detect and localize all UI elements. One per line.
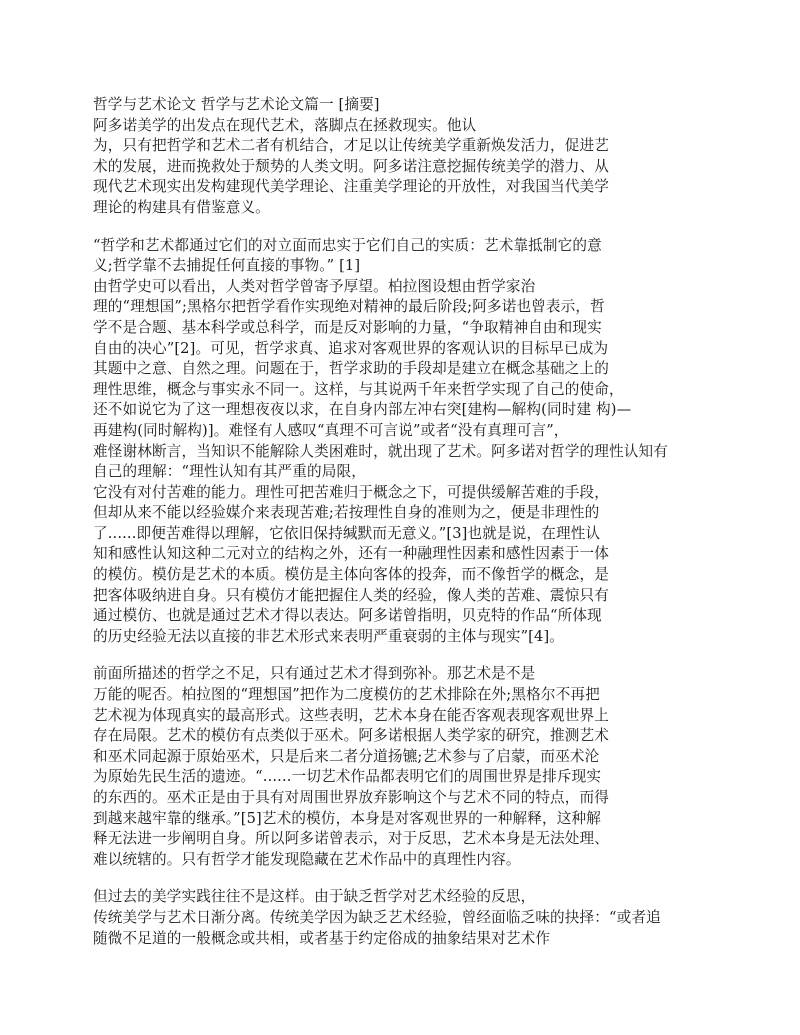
text-line: 再建构(同时解构)]。难怪有人感叹“真理不可言说”或者“没有真理可言”， [93, 421, 569, 439]
text-line: 的历史经验无法以直接的非艺术形式来表明严重衰弱的主体与现实”[4]。 [93, 627, 565, 645]
text-line: 为原始先民生活的遗迹。“......一切艺术作品都表明它们的周围世界是排斥现实 [93, 768, 602, 786]
text-line: 自由的决心”[2]。可见，哲学求真、追求对客观世界的客观认识的目标早已成为 [93, 339, 609, 357]
paragraph [93, 887, 718, 949]
text-line: 的模仿。模仿是艺术的本质。模仿是主体向客体的投奔，而不像哲学的概念，是 [93, 566, 610, 584]
text-line: 理的“理想国”;黑格尔把哲学看作实现绝对精神的最后阶段;阿多诺也曾表示，哲 [93, 298, 605, 316]
paragraph [93, 95, 718, 219]
paragraph [93, 664, 718, 870]
text-line: 自己的理解：“理性认知有其严重的局限， [93, 463, 366, 481]
text-line: 它没有对付苦难的能力。理性可把苦难归于概念之下，可提供缓解苦难的手段， [93, 483, 610, 501]
text-line: 随微不足道的一般概念或共相，或者基于约定俗成的抽象结果对艺术作 [93, 929, 551, 947]
text-line: 义;哲学靠不去捕捉任何直接的事物。” [1] [93, 257, 361, 275]
text-line: 的东西的。巫术正是由于具有对周围世界放弃影响这个与艺术不同的特点，而得 [93, 789, 610, 806]
text-line: 通过模仿、也就是通过艺术才得以表达。阿多诺曾指明，贝克特的作品“所体现 [93, 607, 602, 625]
text-line: 但却从来不能以经验媒介来表现苦难;若按理性自身的准则为之，便是非理性的 [93, 504, 600, 522]
text-line: 万能的呢否。柏拉图的“理想国”把作为二度模仿的艺术排除在外;黑格尔不再把 [93, 686, 600, 704]
text-line: 理性思维，概念与事实永不同一。这样，与其说两千年来哲学实现了自己的使命， [93, 380, 624, 398]
text-line: 理论的构建具有借鉴意义。 [93, 198, 270, 216]
text-line: 把客体吸纳进自身。只有模仿才能把握住人类的经验，像人类的苦难、震惊只有 [93, 586, 610, 604]
text-line: 难怪谢林断言，当知识不能解除人类困难时，就出现了艺术。阿多诺对哲学的理性认知有 [93, 442, 669, 460]
text-line: 学不是合题、基本科学或总科学，而是反对影响的力量，“争取精神自由和现实 [93, 318, 602, 336]
text-line: 其题中之意、自然之理。问题在于，哲学求助的手段却是建立在概念基础之上的 [93, 360, 610, 378]
text-line: 为，只有把哲学和艺术二者有机结合，才足以让传统美学重新焕发活力，促进艺 [93, 137, 610, 155]
text-line: 阿多诺美学的出发点在现代艺术，落脚点在拯救现实。他认 [93, 116, 477, 134]
text-line: 术的发展，进而挽救处于颓势的人类文明。阿多诺注意挖掘传统美学的潜力、从 [93, 157, 610, 175]
text-line: 还不如说它为了这一理想夜夜以求，在自身内部左冲右突[建构—解构(同时建 构)— [93, 401, 632, 419]
text-line: 和巫术同起源于原始巫术，只是后来二者分道扬镳;艺术参与了启蒙，而巫术沦 [93, 747, 600, 765]
text-line: 了......即便苦难得以理解，它依旧保持缄默而无意义。”[3]也就是说，在理性认 [93, 524, 601, 542]
text-line: 知和感性认知这种二元对立的结构之外，还有一种融理性因素和感性因素于一体 [93, 545, 610, 563]
text-line: 释无法进一步阐明自身。所以阿多诺曾表示，对于反思，艺术本身是无法处理、 [93, 830, 610, 848]
text-line: 哲学与艺术论文 哲学与艺术论文篇一 [摘要] [93, 96, 380, 113]
document-page [93, 95, 718, 966]
text-line: 存在局限。艺术的模仿有点类似于巫术。阿多诺根据人类学家的研究，推测艺术 [93, 727, 610, 745]
text-line: 难以统辖的。只有哲学才能发现隐藏在艺术作品中的真理性内容。 [93, 850, 521, 868]
text-line: 但过去的美学实践往往不是这样。由于缺乏哲学对艺术经验的反思， [93, 888, 536, 906]
text-line: “哲学和艺术都通过它们的对立面而忠实于它们自己的实质：艺术靠抵制它的意 [93, 236, 602, 254]
text-line: 艺术视为体现真实的最高形式。这些表明，艺术本身在能否客观表现客观世界上 [93, 706, 610, 724]
text-line: 由哲学史可以看出，人类对哲学曾寄予厚望。柏拉图设想由哲学家治 [93, 277, 536, 295]
text-line: 前面所描述的哲学之不足，只有通过艺术才得到弥补。那艺术是不是 [93, 665, 536, 683]
text-line: 现代艺术现实出发构建现代美学理论、注重美学理论的开放性，对我国当代美学 [93, 178, 610, 196]
text-line: 传统美学与艺术日渐分离。传统美学因为缺乏艺术经验，曾经面临乏味的抉择：“或者追 [93, 908, 661, 926]
paragraph [93, 236, 718, 648]
text-line: 到越来越牢靠的继承。”[5]艺术的模仿，本身是对客观世界的一种解释，这种解 [93, 809, 601, 827]
